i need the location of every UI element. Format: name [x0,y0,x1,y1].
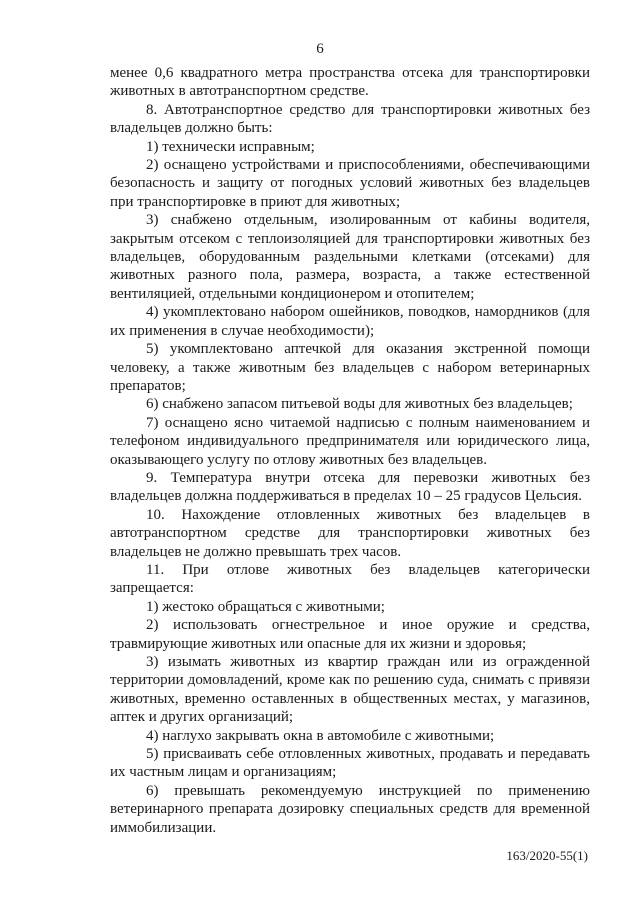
document-body [110,64,590,837]
document-code: 163/2020-55(1) [506,848,588,863]
paragraph: 10. Нахождение отловленных животных без владельцев в автотранспортном средстве для транспортировки животных без владельцев не должно превышать трех часов. [110,506,590,560]
paragraph: 11. При отлове животных без владельцев категорически запрещается: [110,561,590,597]
paragraph: 2) оснащено устройствами и приспособлениями, обеспечивающими безопасность и защиту от погодных условий животных без владельцев при транспортировке в приют для животных; [110,157,590,210]
paragraph: 5) присваивать себе отловленных животных, продавать и передавать их частным лицам и организациям; [110,746,590,781]
paragraph: менее 0,6 квадратного метра пространства отсека для транспортировки животных в автотранспортном средстве. [110,65,590,100]
paragraph: 3) снабжено отдельным, изолированным от кабины водителя, закрытым отсеком с теплоизоляцией для транспортировки животных без владельцев, оборудованным раздельными клетками (отсеками) для животных разного пола, размера, возраста, а также естественной вентиляцией, отдельными кондиционером и отопителем; [110,212,590,302]
paragraph: 3) изымать животных из квартир граждан или из огражденной территории домовладений, кроме как по решению суда, снимать с привязи животных, временно оставленных в общественных местах, у магазинов, аптек и других организаций; [110,654,590,726]
paragraph: 4) укомплектовано набором ошейников, поводков, намордников (для их применения в случае необходимости); [110,304,590,339]
paragraph: 1) технически исправным; [146,138,315,155]
paragraph: 6) снабжено запасом питьевой воды для животных без владельцев; [146,396,573,413]
paragraph: 1) жестоко обращаться с животными; [146,598,385,615]
paragraph: 6) превышать рекомендуемую инструкцией по применению ветеринарного препарата дозировку специальных средств для временной иммобилизации. [110,782,590,836]
paragraph: 5) укомплектовано аптечкой для оказания экстренной помощи человеку, а также животным без владельцев с набором ветеринарных препаратов; [110,341,590,394]
paragraph: 9. Температура внутри отсека для перевозки животных без владельцев должна поддерживаться в пределах 10 – 25 градусов Цельсия. [110,469,590,505]
paragraph: 7) оснащено ясно читаемой надписью с полным наименованием и телефоном индивидуального предпринимателя или юридического лица, оказывающего услугу по отлову животных без владельцев. [110,414,590,468]
paragraph: 4) наглухо закрывать окна в автомобиле с животными; [146,727,495,744]
page-number: 6 [316,41,324,57]
paragraph: 2) использовать огнестрельное и иное оружие и средства, травмирующие животных или опасные для их жизни и здоровья; [110,617,590,652]
paragraph: 8. Автотранспортное средство для транспортировки животных без владельцев должно быть: [110,101,590,137]
